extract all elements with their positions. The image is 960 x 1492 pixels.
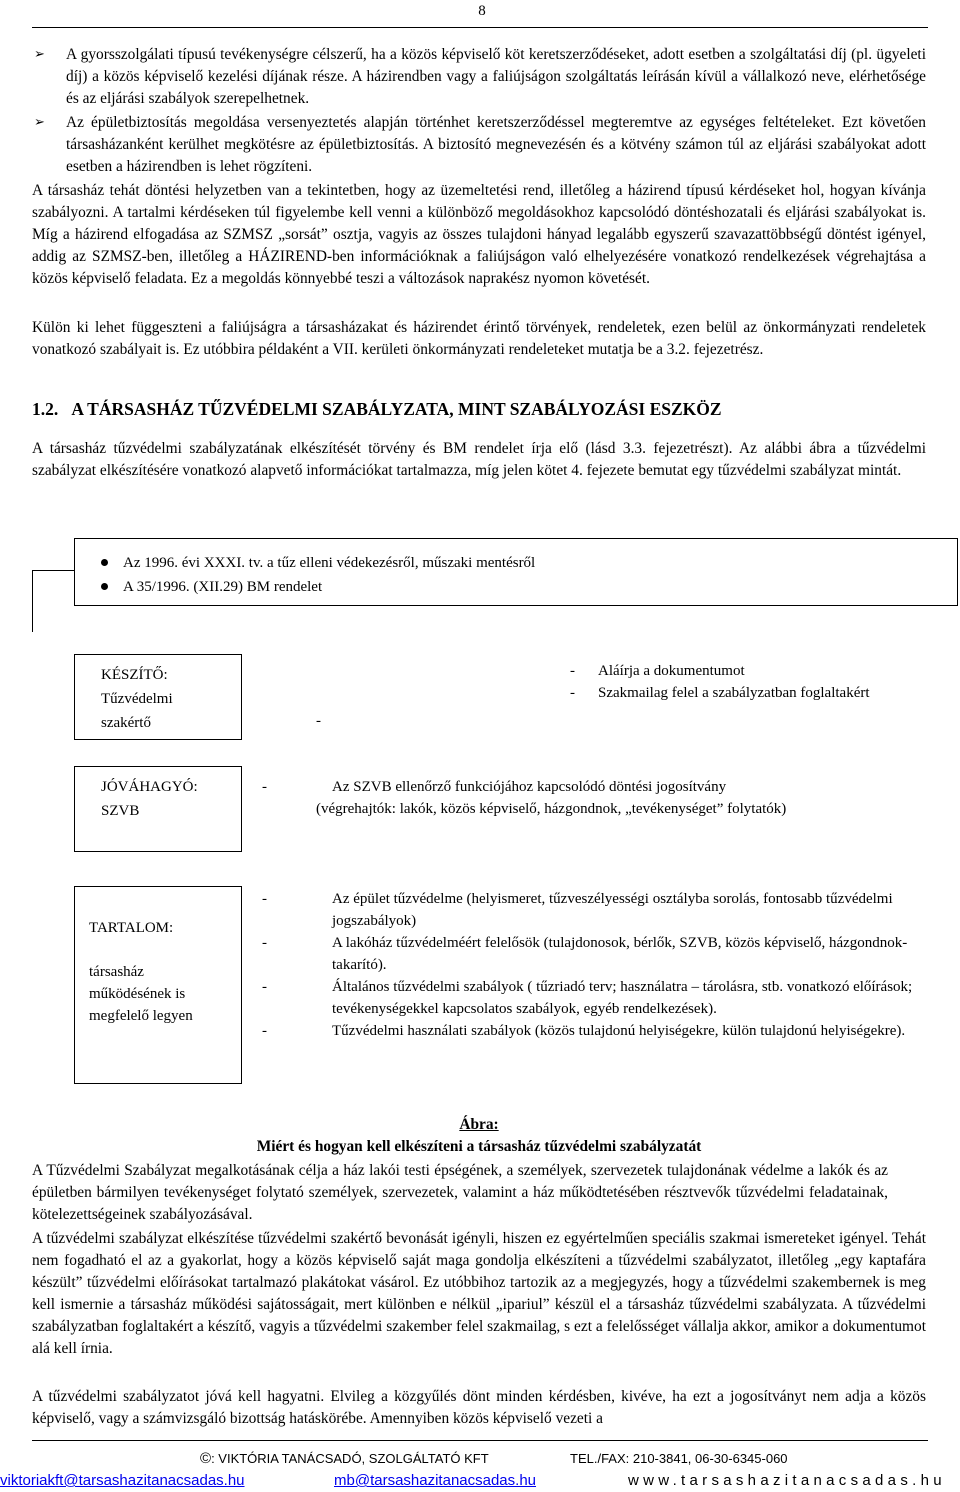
arrow-bullet-item <box>34 112 926 178</box>
role-line: működésének is <box>89 986 186 1002</box>
email-link-mb[interactable]: mb@tarsashazitanacsadas.hu <box>334 1472 537 1489</box>
list-item: - A lakóház tűzvédelméért felelősök (tulajdonosok, bérlők, SZVB, közös képviselő, házgondnok-takarító). <box>262 935 908 973</box>
arrow-bullet-icon: ➢ <box>34 47 45 62</box>
section-heading <box>32 398 926 420</box>
bullet-text: A gyorsszolgálati típusú tevékenységre célszerű, ha a közös képviselő köt keretszerződéseket, adott esetben a szolgáltatási díj (pl. ügyeleti díj) a közös képviselő kezelési díjának része. A házirendben vagy a faliújságon szolgáltatás leírásán kívül a vállalkozó neve, elérhetősége és az eljárási szabályok szerepelhetnek. <box>66 46 926 107</box>
bullet-text: Az épületbiztosítás megoldása versenyeztetés alapján történhet keretszerződéssel megteremtve az egységes feltételeket. Ezt követően társasházanként kerülhet megkötésre az épületbiztosítás. A biztosító megnevezésén és a kötvény számon túl az eljárási szabályokat adott esetben a házirendben is lehet rögzíteni. <box>66 114 926 175</box>
paragraph: A tűzvédelmi szabályzatot jóvá kell hagyatni. Elvileg a közgyűlés dönt minden kérdésben, kivéve, ha ezt a jogosítványt nem adja a közös képviselő, vagy a számvizsgáló bizottság hatáskörébe. Amennyiben közös képviselő vezeti a <box>32 1388 926 1427</box>
role-label: KÉSZÍTŐ: <box>101 667 168 683</box>
laws-box <box>74 538 958 606</box>
list-item: - Az épület tűzvédelme (helyismeret, tűzveszélyességi osztályba sorolás, fontosabb tűzvédelmi jogszabályok) <box>262 891 893 929</box>
jovahagyo-items <box>262 776 952 820</box>
role-line: Tűzvédelmi <box>101 691 173 707</box>
paragraph: A Tűzvédelmi Szabályzat megalkotásának célja a ház lakói testi épségének, a személyek, szervezetek tulajdonának védelme a lakók és az épületben bármilyen tevékenységet folytató személyek, szervezetek, valamint a ház működtetésében résztvevők tűzvédelmi feladatainak, kötelezettségeinek szabályozásával. <box>32 1162 888 1223</box>
caption-label: Ábra: <box>459 1116 499 1133</box>
paragraph: Külön ki lehet függeszteni a faliújságra a társasházakat és házirendet érintő törvények, rendeletek, ezen belül az önkormányzati rendeletek vonatkozó szabályait is. Ez utóbbira példaként a VII. kerületi önkormányzati rendeleteket mutatja be a 3.2. fejezetrész. <box>32 319 926 358</box>
arrow-bullet-item <box>34 44 926 110</box>
footer-website: www.tarsashazitanacsadas.hu <box>628 1472 946 1489</box>
role-line: társasház <box>89 964 144 980</box>
footer-company: ©: VIKTÓRIA TANÁCSADÓ, SZOLGÁLTATÓ KFT <box>200 1450 489 1467</box>
list-item: - Szakmailag felel a szabályzatban foglaltakért <box>570 685 870 701</box>
email-link-viktoriakft[interactable]: viktoriakft@tarsashazitanacsadas.hu <box>0 1472 245 1489</box>
diagram-connector <box>32 570 74 571</box>
section-title: A TÁRSASHÁZ TŰZVÉDELMI SZABÁLYZATA, MINT SZABÁLYOZÁSI ESZKÖZ <box>71 399 722 419</box>
tartalom-items <box>262 888 958 1042</box>
figure-caption <box>32 1114 926 1158</box>
footer-rule <box>32 1440 928 1441</box>
role-line: megfelelő legyen <box>89 1008 193 1024</box>
bullet-dot-icon <box>101 583 108 590</box>
list-item-continuation: (végrehajtók: lakók, közös képviselő, házgondnok, „tevékenységet” folytatók) <box>316 801 787 817</box>
paragraph: A társasház tehát döntési helyzetben van a tekintetben, hogy az üzemeltetési rend, illetőleg a házirend típusú kérdéseket hol, hogyan kívánja szabályozni. A tartalmi kérdéseken túl figyelembe kell venni a különböző megoldásokhoz kapcsolódó döntéshozatali és eljárási szabályokat is. Míg a házirend elfogadása az SZMSZ „sorsát” osztja, vagyis az összes tulajdoni hányad legalább egyszerű szavazattöbbségű döntést igényel, addig az SZMSZ-ben, illetőleg a HÁZIREND-ben információknak a faliújságon való elhelyezésére vonatkozó rendelkezések végrehajtása a közös képviselő feladata. Ez a megoldás könnyebbé teszi a változások naprakész nyomon követését. <box>32 182 926 287</box>
page-number: 8 <box>478 3 486 19</box>
caption-title: Miért és hogyan kell elkészíteni a társasház tűzvédelmi szabályzatát <box>256 1138 702 1155</box>
laws-list <box>99 551 535 599</box>
role-label: JÓVÁHAGYÓ: <box>101 779 198 795</box>
list-item: - Tűzvédelmi használati szabályok (közös tulajdonú helyiségekre, külön tulajdonú helyiségekre). <box>262 1023 906 1039</box>
jovahagyo-box <box>74 766 242 852</box>
arrow-bullet-icon: ➢ <box>34 115 45 130</box>
law-item: A 35/1996. (XII.29) BM rendelet <box>99 575 535 599</box>
role-line: szakértő <box>101 715 151 731</box>
keszito-items <box>568 660 958 704</box>
tartalom-box <box>74 886 242 1084</box>
paragraph: A tűzvédelmi szabályzat elkészítése tűzvédelmi szakértő bevonását igényli, hiszen ez egyértelműen speciális szakmai ismereteket igényel. Tehát nem fogadható el az a gyakorlat, hogy a közös képviselő saját maga gondolja elkészíteni a tűzvédelmi szabályzatot, illetőleg „egy kaptafára készült” tűzvédelmi előírásokat tartalmazó plakátokat vásárol. Ez utóbbihoz tartozik az a megjegyzés, hogy a tűzvédelmi szakembernek is meg kell ismernie a társasház működési sajátosságait, mert különben e nélkül „ipariul” készül el a társasház tűzvédelmi szabályzata. A tűzvédelmi szabályzatban foglaltakért a készítő, vagyis a tűzvédelmi szakember felel szakmailag, s ezt a felelősséget vállalja akkor, amikor a dokumentumot alá kell írnia. <box>32 1230 926 1357</box>
diagram-connector <box>32 570 33 632</box>
role-label: TARTALOM: <box>89 920 174 936</box>
paragraph: A társasház tűzvédelmi szabályzatának elkészítését törvény és BM rendelet írja elő (lásd 3.3. fejezetrészt). Az alábbi ábra a tűzvédelmi szabályzat elkészítésére vonatkozó alapvető információkat tartalmazza, míg jelen kötet 4. fejezete bemutat egy tűzvédelmi szabályzat mintát. <box>32 440 926 479</box>
keszito-box <box>74 654 242 740</box>
section-number: 1.2. <box>32 399 59 419</box>
law-item: Az 1996. évi XXXI. tv. a tűz elleni védekezésről, műszaki mentésről <box>99 551 535 575</box>
header-rule <box>32 27 928 28</box>
bullet-dot-icon <box>101 559 108 566</box>
list-item: - Általános tűzvédelmi szabályok ( tűzriadó terv; használatra – tárolásra, stb. vonatkozó előírások; tevékenységekkel kapcsolatos szabályok, egyéb rendelkezések). <box>262 979 913 1017</box>
footer-phone: TEL./FAX: 210-3841, 06-30-6345-060 <box>570 1451 788 1466</box>
list-item: - Az SZVB ellenőrző funkciójához kapcsolódó döntési jogosítvány <box>262 779 727 795</box>
role-line: SZVB <box>101 803 140 819</box>
copyright-icon: © <box>200 1450 212 1467</box>
list-item: - Aláírja a dokumentumot <box>570 663 745 679</box>
dash-marker: - <box>316 713 321 729</box>
